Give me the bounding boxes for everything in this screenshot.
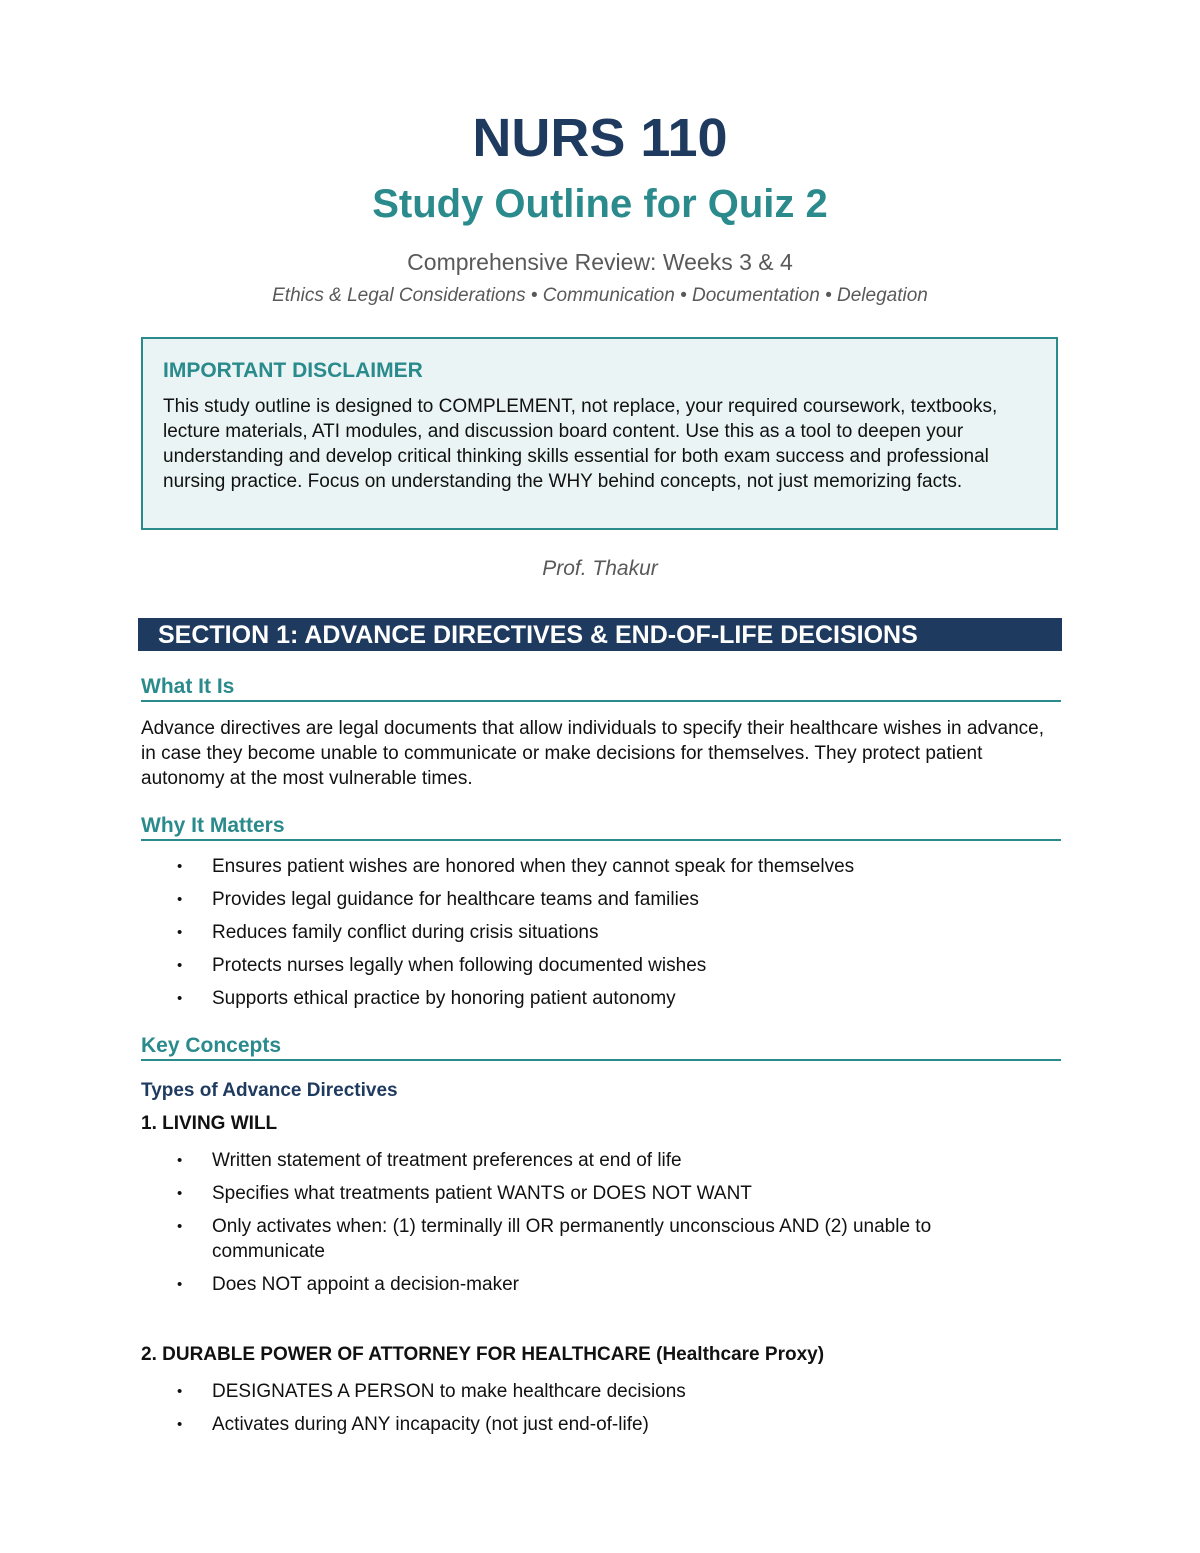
course-title: NURS 110 bbox=[472, 108, 728, 168]
bullet-icon: • bbox=[177, 924, 183, 941]
list-item: • Activates during ANY incapacity (not just end-of-life) bbox=[177, 1414, 649, 1435]
list-item: • Specifies what treatments patient WANTS or DOES NOT WANT bbox=[177, 1183, 752, 1204]
list-item: • Protects nurses legally when following documented wishes bbox=[177, 955, 707, 976]
topics-line: Ethics & Legal Considerations • Communication • Documentation • Delegation bbox=[272, 285, 928, 306]
bullet-icon: • bbox=[177, 1416, 183, 1433]
living-will-list bbox=[141, 1148, 1061, 1305]
durable-poa-heading: 2. DURABLE POWER OF ATTORNEY FOR HEALTHCARE (Healthcare Proxy) bbox=[141, 1344, 825, 1365]
list-item: • Provides legal guidance for healthcare teams and families bbox=[177, 889, 699, 910]
disclaimer-text: This study outline is designed to COMPLEMENT, not replace, your required coursework, textbooks, lecture materials, ATI modules, and discussion board content. Use this as a tool to deepen your understanding and develop critical thinking skills essential for both exam success and professional nursing practice. Focus on understanding the WHY behind concepts, not just memorizing facts. bbox=[163, 396, 998, 492]
list-item: • Written statement of treatment preferences at end of life bbox=[177, 1150, 682, 1171]
why-it-matters-list bbox=[141, 854, 1061, 1019]
types-heading: Types of Advance Directives bbox=[141, 1080, 398, 1101]
outline-title: Study Outline for Quiz 2 bbox=[372, 182, 828, 226]
section-title: SECTION 1: ADVANCE DIRECTIVES & END-OF-LIFE DECISIONS bbox=[158, 621, 918, 649]
bullet-icon: • bbox=[177, 1276, 183, 1293]
bullet-icon: • bbox=[177, 1218, 183, 1235]
bullet-icon: • bbox=[177, 891, 183, 908]
bullet-icon: • bbox=[177, 1383, 183, 1400]
section-banner bbox=[138, 618, 1062, 651]
key-concepts-heading: Key Concepts bbox=[141, 1033, 1061, 1061]
list-item: • Supports ethical practice by honoring patient autonomy bbox=[177, 988, 676, 1009]
disclaimer-box bbox=[141, 337, 1058, 530]
why-it-matters-heading: Why It Matters bbox=[141, 813, 1061, 841]
review-subtitle: Comprehensive Review: Weeks 3 & 4 bbox=[407, 249, 793, 275]
author-name: Prof. Thakur bbox=[542, 557, 658, 580]
list-item: • Does NOT appoint a decision-maker bbox=[177, 1274, 519, 1295]
what-it-is-text: Advance directives are legal documents that allow individuals to specify their healthcare wishes in advance, in case they become unable to communicate or make decisions for themselves. They protect patient autonomy at the most vulnerable times. bbox=[141, 718, 1044, 789]
list-item: • Only activates when: (1) terminally ill OR permanently unconscious AND (2) unable to communicate bbox=[177, 1216, 932, 1262]
bullet-icon: • bbox=[177, 1185, 183, 1202]
bullet-icon: • bbox=[177, 990, 183, 1007]
living-will-heading: 1. LIVING WILL bbox=[141, 1113, 278, 1134]
list-item: • DESIGNATES A PERSON to make healthcare decisions bbox=[177, 1381, 686, 1402]
durable-poa-list bbox=[141, 1379, 1061, 1445]
what-it-is-heading: What It Is bbox=[141, 674, 1061, 702]
list-item: • Reduces family conflict during crisis situations bbox=[177, 922, 599, 943]
bullet-icon: • bbox=[177, 1152, 183, 1169]
bullet-icon: • bbox=[177, 957, 183, 974]
list-item: • Ensures patient wishes are honored when they cannot speak for themselves bbox=[177, 856, 855, 877]
bullet-icon: • bbox=[177, 858, 183, 875]
disclaimer-heading: IMPORTANT DISCLAIMER bbox=[163, 359, 423, 382]
